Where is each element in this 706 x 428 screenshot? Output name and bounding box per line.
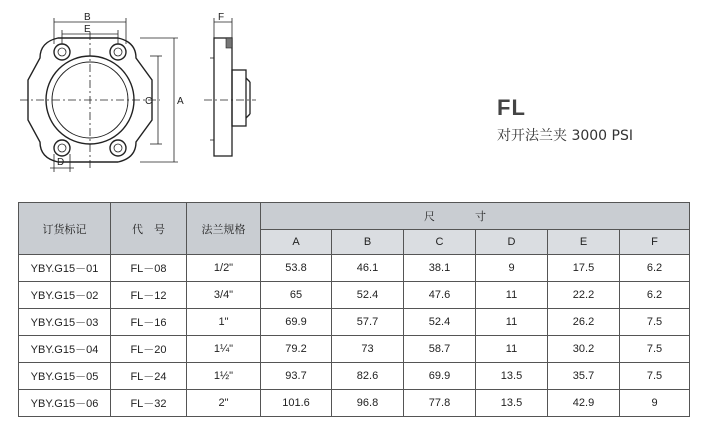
header-dimensions bbox=[261, 203, 690, 230]
cell-flange-size: 1" bbox=[187, 309, 261, 336]
table-row bbox=[19, 255, 690, 282]
cell-f: 7.5 bbox=[620, 363, 690, 390]
table-row bbox=[19, 336, 690, 363]
cell-d: 13.5 bbox=[476, 390, 548, 417]
product-model: FL bbox=[497, 95, 526, 120]
cell-d: 11 bbox=[476, 282, 548, 309]
cell-order-code: YBY.G15－05 bbox=[19, 363, 111, 390]
header-col-b: B bbox=[332, 230, 404, 255]
header-col-d: D bbox=[476, 230, 548, 255]
header-order-code: 订货标记 bbox=[19, 203, 111, 255]
label-b: B bbox=[84, 12, 91, 23]
cell-c: 52.4 bbox=[404, 309, 476, 336]
product-description: 对开法兰夹 3000 PSI bbox=[497, 128, 633, 144]
table-row bbox=[19, 390, 690, 417]
cell-order-code: YBY.G15－01 bbox=[19, 255, 111, 282]
header-dimensions-label: 尺寸 bbox=[424, 211, 527, 223]
cell-code: FL－20 bbox=[111, 336, 187, 363]
cell-b: 52.4 bbox=[332, 282, 404, 309]
cell-a: 65 bbox=[261, 282, 332, 309]
cell-flange-size: 1¼" bbox=[187, 336, 261, 363]
cell-d: 9 bbox=[476, 255, 548, 282]
cell-c: 47.6 bbox=[404, 282, 476, 309]
header-col-e: E bbox=[548, 230, 620, 255]
cell-f: 6.2 bbox=[620, 282, 690, 309]
cell-flange-size: 3/4" bbox=[187, 282, 261, 309]
cell-c: 58.7 bbox=[404, 336, 476, 363]
cell-d: 13.5 bbox=[476, 363, 548, 390]
cell-d: 11 bbox=[476, 309, 548, 336]
cell-f: 9 bbox=[620, 390, 690, 417]
table-row bbox=[19, 282, 690, 309]
table-header-row bbox=[19, 203, 690, 230]
label-a: A bbox=[177, 96, 184, 107]
cell-code: FL－12 bbox=[111, 282, 187, 309]
cell-code: FL－16 bbox=[111, 309, 187, 336]
cell-a: 101.6 bbox=[261, 390, 332, 417]
cell-b: 96.8 bbox=[332, 390, 404, 417]
cell-a: 53.8 bbox=[261, 255, 332, 282]
cell-flange-size: 1/2" bbox=[187, 255, 261, 282]
table-row bbox=[19, 309, 690, 336]
flange-front-view bbox=[20, 32, 160, 168]
cell-a: 93.7 bbox=[261, 363, 332, 390]
cell-e: 30.2 bbox=[548, 336, 620, 363]
cell-f: 7.5 bbox=[620, 336, 690, 363]
cell-f: 7.5 bbox=[620, 309, 690, 336]
cell-code: FL－24 bbox=[111, 363, 187, 390]
cell-flange-size: 1½" bbox=[187, 363, 261, 390]
cell-c: 69.9 bbox=[404, 363, 476, 390]
header-col-c: C bbox=[404, 230, 476, 255]
cell-c: 38.1 bbox=[404, 255, 476, 282]
label-f: F bbox=[218, 12, 225, 23]
header-col-a: A bbox=[261, 230, 332, 255]
cell-code: FL－08 bbox=[111, 255, 187, 282]
cell-e: 26.2 bbox=[548, 309, 620, 336]
cell-order-code: YBY.G15－02 bbox=[19, 282, 111, 309]
cell-e: 35.7 bbox=[548, 363, 620, 390]
label-d: D bbox=[57, 157, 65, 168]
cell-b: 46.1 bbox=[332, 255, 404, 282]
cell-d: 11 bbox=[476, 336, 548, 363]
header-code: 代 号 bbox=[111, 203, 187, 255]
product-title-block bbox=[497, 95, 633, 145]
cell-c: 77.8 bbox=[404, 390, 476, 417]
cell-flange-size: 2" bbox=[187, 390, 261, 417]
cell-e: 22.2 bbox=[548, 282, 620, 309]
cell-a: 69.9 bbox=[261, 309, 332, 336]
cell-order-code: YBY.G15－04 bbox=[19, 336, 111, 363]
cell-e: 17.5 bbox=[548, 255, 620, 282]
cell-b: 57.7 bbox=[332, 309, 404, 336]
header-col-f: F bbox=[620, 230, 690, 255]
flange-side-view bbox=[204, 18, 256, 156]
header-flange-size: 法兰规格 bbox=[187, 203, 261, 255]
cell-order-code: YBY.G15－03 bbox=[19, 309, 111, 336]
spec-table bbox=[18, 202, 690, 417]
table-row bbox=[19, 363, 690, 390]
cell-code: FL－32 bbox=[111, 390, 187, 417]
cell-a: 79.2 bbox=[261, 336, 332, 363]
cell-e: 42.9 bbox=[548, 390, 620, 417]
label-e: E bbox=[84, 24, 91, 35]
cell-b: 82.6 bbox=[332, 363, 404, 390]
cell-f: 6.2 bbox=[620, 255, 690, 282]
label-c: C bbox=[145, 96, 153, 107]
cell-b: 73 bbox=[332, 336, 404, 363]
cell-order-code: YBY.G15－06 bbox=[19, 390, 111, 417]
